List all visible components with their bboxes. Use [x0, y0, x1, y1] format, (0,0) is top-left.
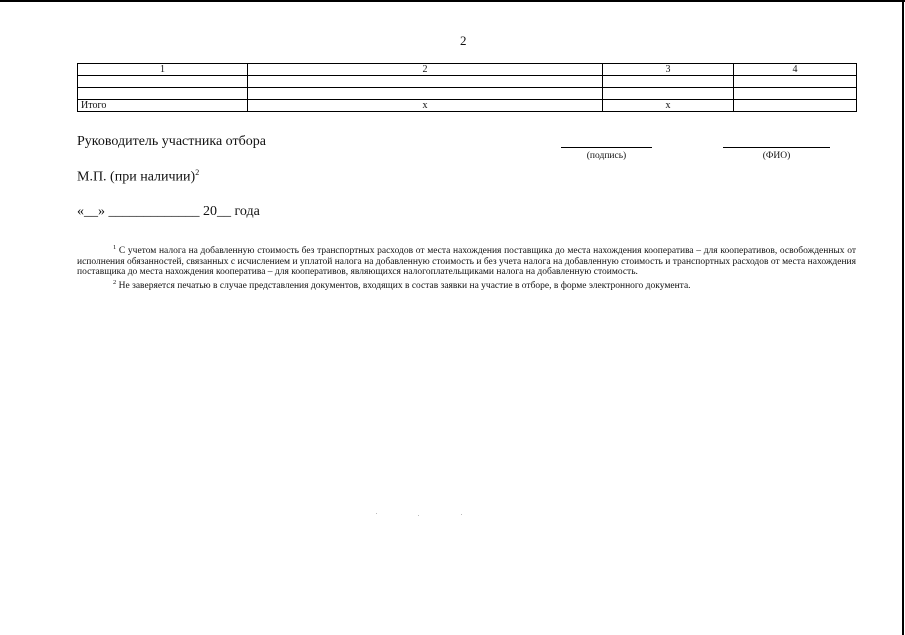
date-line: «__» _____________ 20__ года — [77, 204, 260, 219]
scan-border-right — [902, 0, 904, 635]
footnote-text: С учетом налога на добавленную стоимость без транспортных расходов от места нахождения поставщика до места нахождения кооператива – для кооперативов, освобожденных от исполнения обязанностей, связанных с исчислением и уплатой налога на добавленную стоимость и без учета налога на добавленную стоимость и транспортных расходов от места нахождения поставщика до места нахождения кооператива – для кооперативов, являющихся налогоплательщиками налога на добавленную стоимость. — [77, 246, 856, 278]
footnote — [77, 243, 856, 278]
table-header-row — [78, 64, 857, 76]
page-number: 2 — [460, 33, 467, 48]
total-label-cell: Итого — [78, 100, 248, 112]
name-line — [723, 147, 830, 148]
footnote-mark: 2 — [113, 278, 117, 286]
stamp-label — [77, 168, 199, 186]
table-cell: x — [248, 100, 603, 112]
table-cell — [734, 100, 857, 112]
table-cell: x — [603, 100, 734, 112]
signature-line — [561, 147, 652, 148]
table-cell — [603, 76, 734, 88]
data-table — [77, 63, 857, 112]
footnote-text: Не заверяется печатью в случае представления документов, входящих в состав заявки на участие в отборе, в форме электронного документа. — [118, 281, 691, 292]
table-cell — [78, 88, 248, 100]
scan-speck — [376, 513, 377, 514]
table-cell — [78, 76, 248, 88]
table-header-cell: 2 — [248, 64, 603, 76]
table-header-cell: 3 — [603, 64, 734, 76]
table-cell — [734, 76, 857, 88]
table-total-row — [78, 100, 857, 112]
table-row — [78, 76, 857, 88]
stamp-label-text: М.П. (при наличии) — [77, 169, 196, 185]
table-header-cell: 1 — [78, 64, 248, 76]
table-cell — [603, 88, 734, 100]
footnote — [77, 278, 856, 292]
scan-speck — [461, 514, 462, 515]
scan-speck — [418, 515, 419, 516]
table-row — [78, 88, 857, 100]
signature-caption: (подпись) — [586, 151, 627, 161]
table-cell — [248, 88, 603, 100]
scan-border-top — [0, 0, 905, 2]
name-caption: (ФИО) — [762, 151, 791, 161]
table-cell — [734, 88, 857, 100]
footnote-ref: 2 — [195, 168, 200, 177]
table-cell — [248, 76, 603, 88]
table-header-cell: 4 — [734, 64, 857, 76]
footnote-mark: 1 — [113, 244, 117, 251]
footnotes — [77, 243, 856, 292]
head-label: Руководитель участника отбора — [77, 134, 266, 149]
